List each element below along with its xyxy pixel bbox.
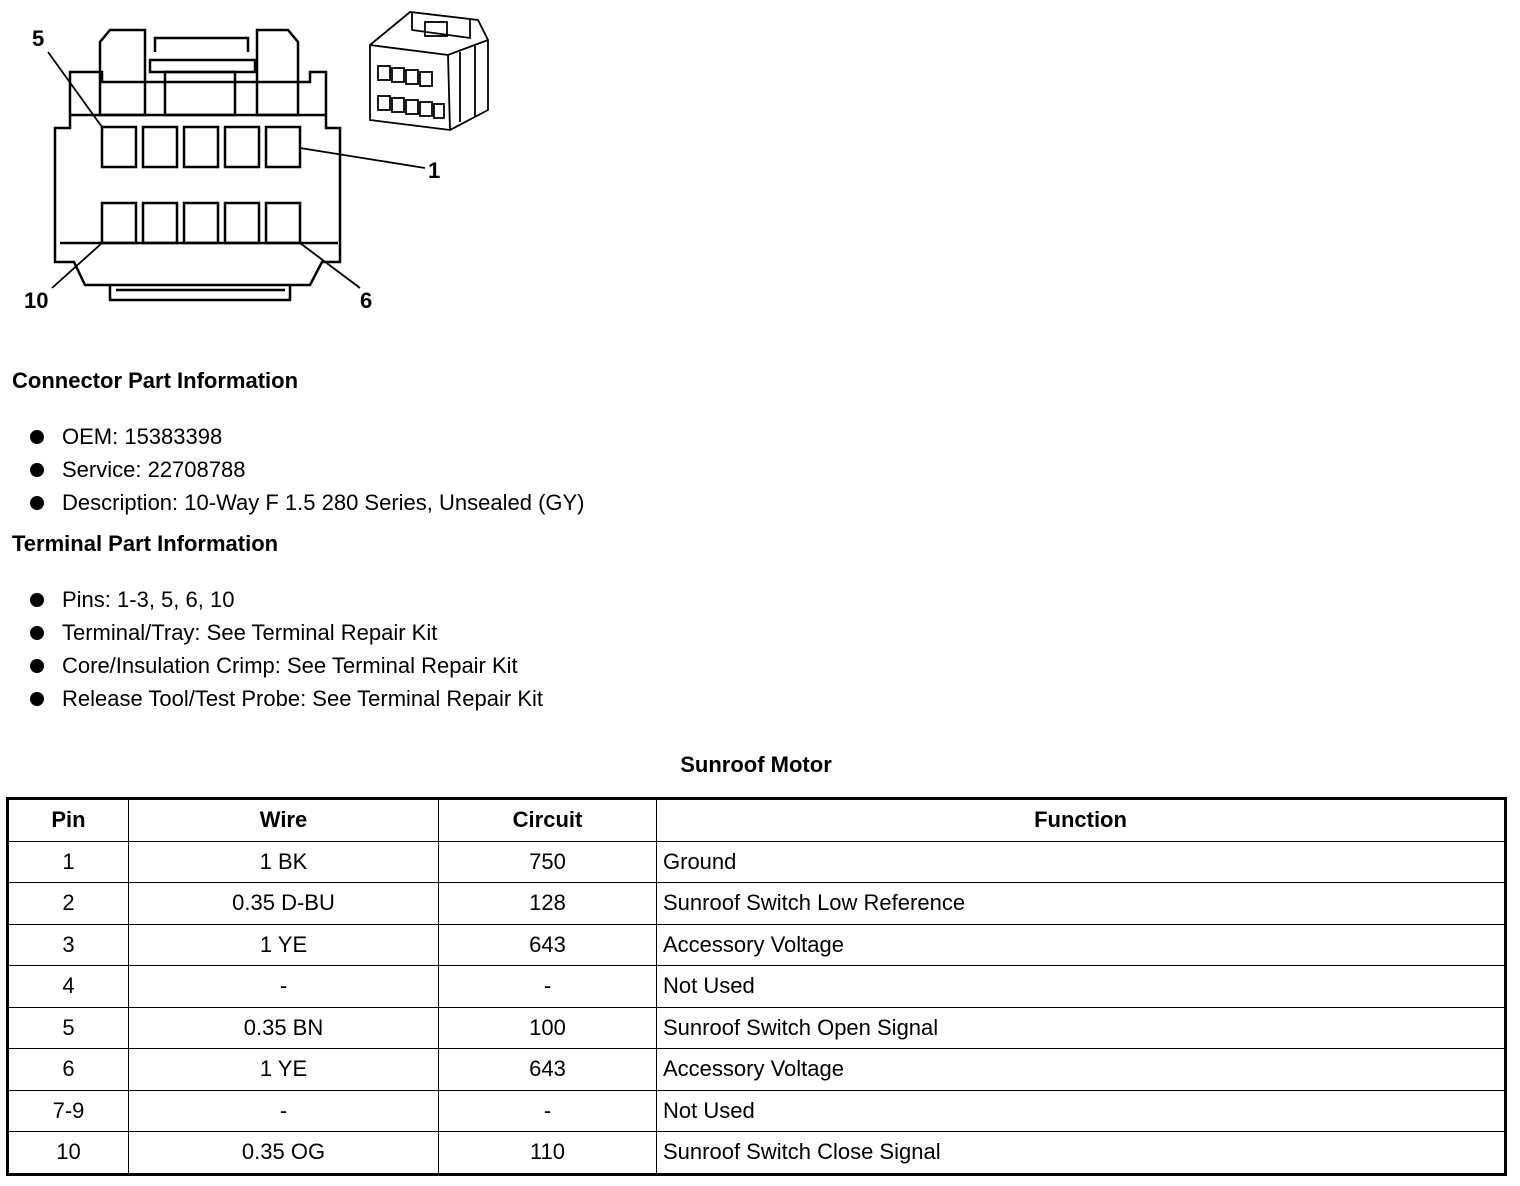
cavity-8 <box>184 203 218 243</box>
pinout-table <box>6 797 1507 1176</box>
cell-wire: - <box>129 966 439 1008</box>
cavity-5 <box>102 127 136 167</box>
connector-info-heading: Connector Part Information <box>12 368 299 393</box>
cell-circuit: 643 <box>439 924 657 966</box>
latch-left <box>100 30 145 115</box>
connector-info-list <box>28 420 585 519</box>
connector-bottom-rail <box>110 285 290 300</box>
cell-wire: 1 YE <box>129 924 439 966</box>
list-item: Description: 10-Way F 1.5 280 Series, Unsealed (GY) <box>28 486 585 519</box>
cell-function: Not Used <box>657 966 1506 1008</box>
center-key <box>165 72 235 115</box>
cell-circuit: 110 <box>439 1132 657 1175</box>
cell-circuit: 100 <box>439 1007 657 1049</box>
cell-wire: - <box>129 1090 439 1132</box>
table-row <box>8 1132 1506 1175</box>
table-row <box>8 1007 1506 1049</box>
cell-function: Sunroof Switch Open Signal <box>657 1007 1506 1049</box>
table-title: Sunroof Motor <box>680 752 832 777</box>
table-row <box>8 1049 1506 1091</box>
cell-pin: 4 <box>8 966 129 1008</box>
list-item: Pins: 1-3, 5, 6, 10 <box>28 583 543 616</box>
table-row <box>8 841 1506 883</box>
connector-iso-view <box>370 12 488 130</box>
cell-circuit: 643 <box>439 1049 657 1091</box>
cell-wire: 0.35 BN <box>129 1007 439 1049</box>
header-circuit: Circuit <box>439 799 657 842</box>
table-row <box>8 924 1506 966</box>
cell-pin: 10 <box>8 1132 129 1175</box>
table-row <box>8 966 1506 1008</box>
table-row <box>8 1090 1506 1132</box>
latch-right <box>257 30 298 115</box>
cell-wire: 1 YE <box>129 1049 439 1091</box>
terminal-info-heading: Terminal Part Information <box>12 531 279 556</box>
cell-circuit: 128 <box>439 883 657 925</box>
cell-wire: 0.35 D-BU <box>129 883 439 925</box>
list-item: OEM: 15383398 <box>28 420 585 453</box>
list-item: Release Tool/Test Probe: See Terminal Repair Kit <box>28 682 543 715</box>
table-row <box>8 883 1506 925</box>
cell-wire: 0.35 OG <box>129 1132 439 1175</box>
pin-label-5: 5 <box>32 26 45 51</box>
cavity-6 <box>266 203 300 243</box>
terminal-info-list <box>28 583 543 715</box>
cavity-9 <box>143 203 177 243</box>
cell-function: Accessory Voltage <box>657 924 1506 966</box>
cell-function: Not Used <box>657 1090 1506 1132</box>
cell-circuit: - <box>439 1090 657 1132</box>
cell-function: Accessory Voltage <box>657 1049 1506 1091</box>
header-pin: Pin <box>8 799 129 842</box>
cavity-10 <box>102 203 136 243</box>
table-header-row <box>8 799 1506 842</box>
list-item: Terminal/Tray: See Terminal Repair Kit <box>28 616 543 649</box>
cell-wire: 1 BK <box>129 841 439 883</box>
header-function: Function <box>657 799 1506 842</box>
cell-pin: 5 <box>8 1007 129 1049</box>
cavity-1 <box>266 127 300 167</box>
cavity-2 <box>225 127 259 167</box>
cavity-4 <box>143 127 177 167</box>
header-wire: Wire <box>129 799 439 842</box>
cavity-7 <box>225 203 259 243</box>
cell-pin: 3 <box>8 924 129 966</box>
cell-pin: 1 <box>8 841 129 883</box>
cavity-3 <box>184 127 218 167</box>
list-item: Core/Insulation Crimp: See Terminal Repair Kit <box>28 649 543 682</box>
pin-label-6: 6 <box>360 288 373 313</box>
connector-diagram <box>0 0 540 330</box>
cell-circuit: - <box>439 966 657 1008</box>
pin-label-1: 1 <box>428 158 441 183</box>
cell-pin: 6 <box>8 1049 129 1091</box>
cell-function: Sunroof Switch Close Signal <box>657 1132 1506 1175</box>
list-item: Service: 22708788 <box>28 453 585 486</box>
cell-pin: 2 <box>8 883 129 925</box>
pin-label-10: 10 <box>24 288 49 313</box>
cell-function: Sunroof Switch Low Reference <box>657 883 1506 925</box>
cell-pin: 7-9 <box>8 1090 129 1132</box>
cell-function: Ground <box>657 841 1506 883</box>
cell-circuit: 750 <box>439 841 657 883</box>
latch-bridge <box>155 38 248 52</box>
